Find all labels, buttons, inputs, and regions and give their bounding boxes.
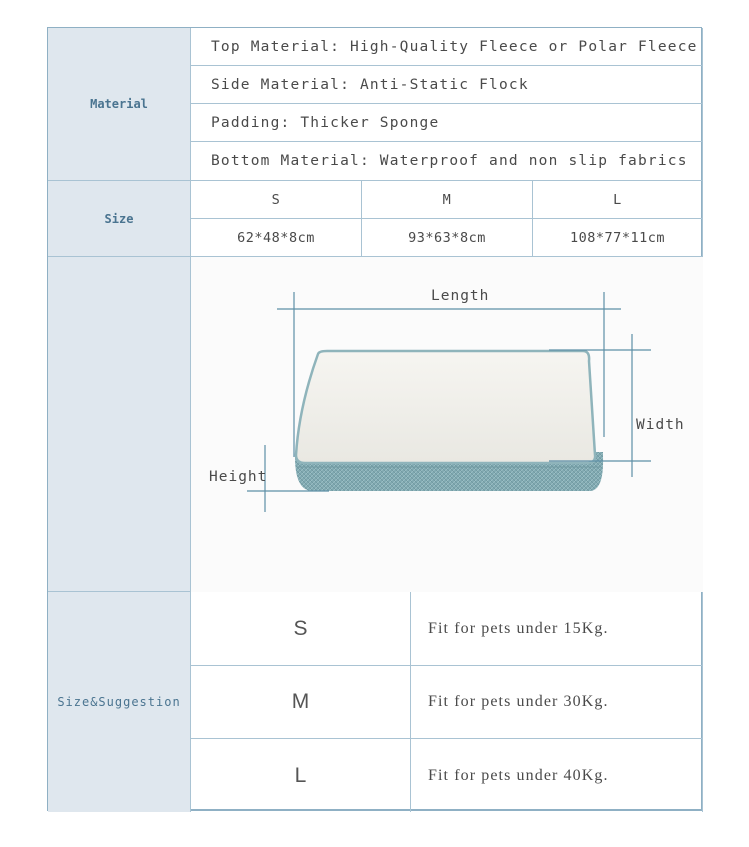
size-dim-text: 62*48*8cm	[237, 229, 315, 246]
size-dim-text: 93*63*8cm	[408, 229, 486, 246]
bed-top	[296, 351, 595, 463]
size-label-s	[191, 181, 362, 219]
material-padding: Padding: Thicker Sponge	[211, 114, 440, 131]
bed-dimension-diagram	[191, 257, 703, 592]
material-row	[191, 142, 703, 181]
material-row	[191, 28, 703, 66]
diagram-left-cell	[48, 257, 191, 592]
material-header	[48, 28, 191, 181]
suggestion-size-l	[191, 739, 411, 812]
suggestion-text: Fit for pets under 30Kg.	[428, 693, 609, 710]
spec-table	[47, 27, 702, 811]
size-dim-l	[533, 219, 703, 257]
material-row	[191, 104, 703, 142]
suggestion-text-s	[411, 592, 703, 666]
size-label-m	[362, 181, 533, 219]
size-dim-s	[191, 219, 362, 257]
suggestion-text: Fit for pets under 40Kg.	[428, 766, 609, 784]
size-label-text: M	[442, 191, 452, 208]
size-header	[48, 181, 191, 257]
material-side: Side Material: Anti-Static Flock	[211, 76, 529, 93]
material-row	[191, 66, 703, 104]
suggestion-size-text: S	[293, 616, 308, 640]
size-dim-text: 108*77*11cm	[570, 229, 665, 246]
material-header-label: Material	[90, 97, 148, 111]
size-label-l	[533, 181, 703, 219]
size-label-text: L	[613, 191, 622, 208]
suggestion-size-text: M	[291, 690, 310, 713]
suggestion-size-s	[191, 592, 411, 666]
size-dim-m	[362, 219, 533, 257]
material-bottom: Bottom Material: Waterproof and non slip fabrics	[211, 153, 688, 169]
suggestion-text: Fit for pets under 15Kg.	[428, 619, 609, 637]
pet-bed-illustration	[191, 257, 703, 592]
suggestion-size-text: L	[294, 763, 307, 787]
size-label-text: S	[271, 191, 281, 208]
material-top: Top Material: High-Quality Fleece or Polar Fleece	[211, 38, 698, 55]
height-label: Height	[209, 469, 268, 485]
suggestion-header-label: Size&Suggestion	[57, 695, 181, 709]
suggestion-text-m	[411, 666, 703, 739]
suggestion-text-l	[411, 739, 703, 812]
suggestion-header	[48, 592, 191, 812]
width-label: Width	[636, 417, 685, 433]
length-label: Length	[431, 288, 490, 304]
suggestion-size-m	[191, 666, 411, 739]
size-header-label: Size	[104, 211, 134, 226]
